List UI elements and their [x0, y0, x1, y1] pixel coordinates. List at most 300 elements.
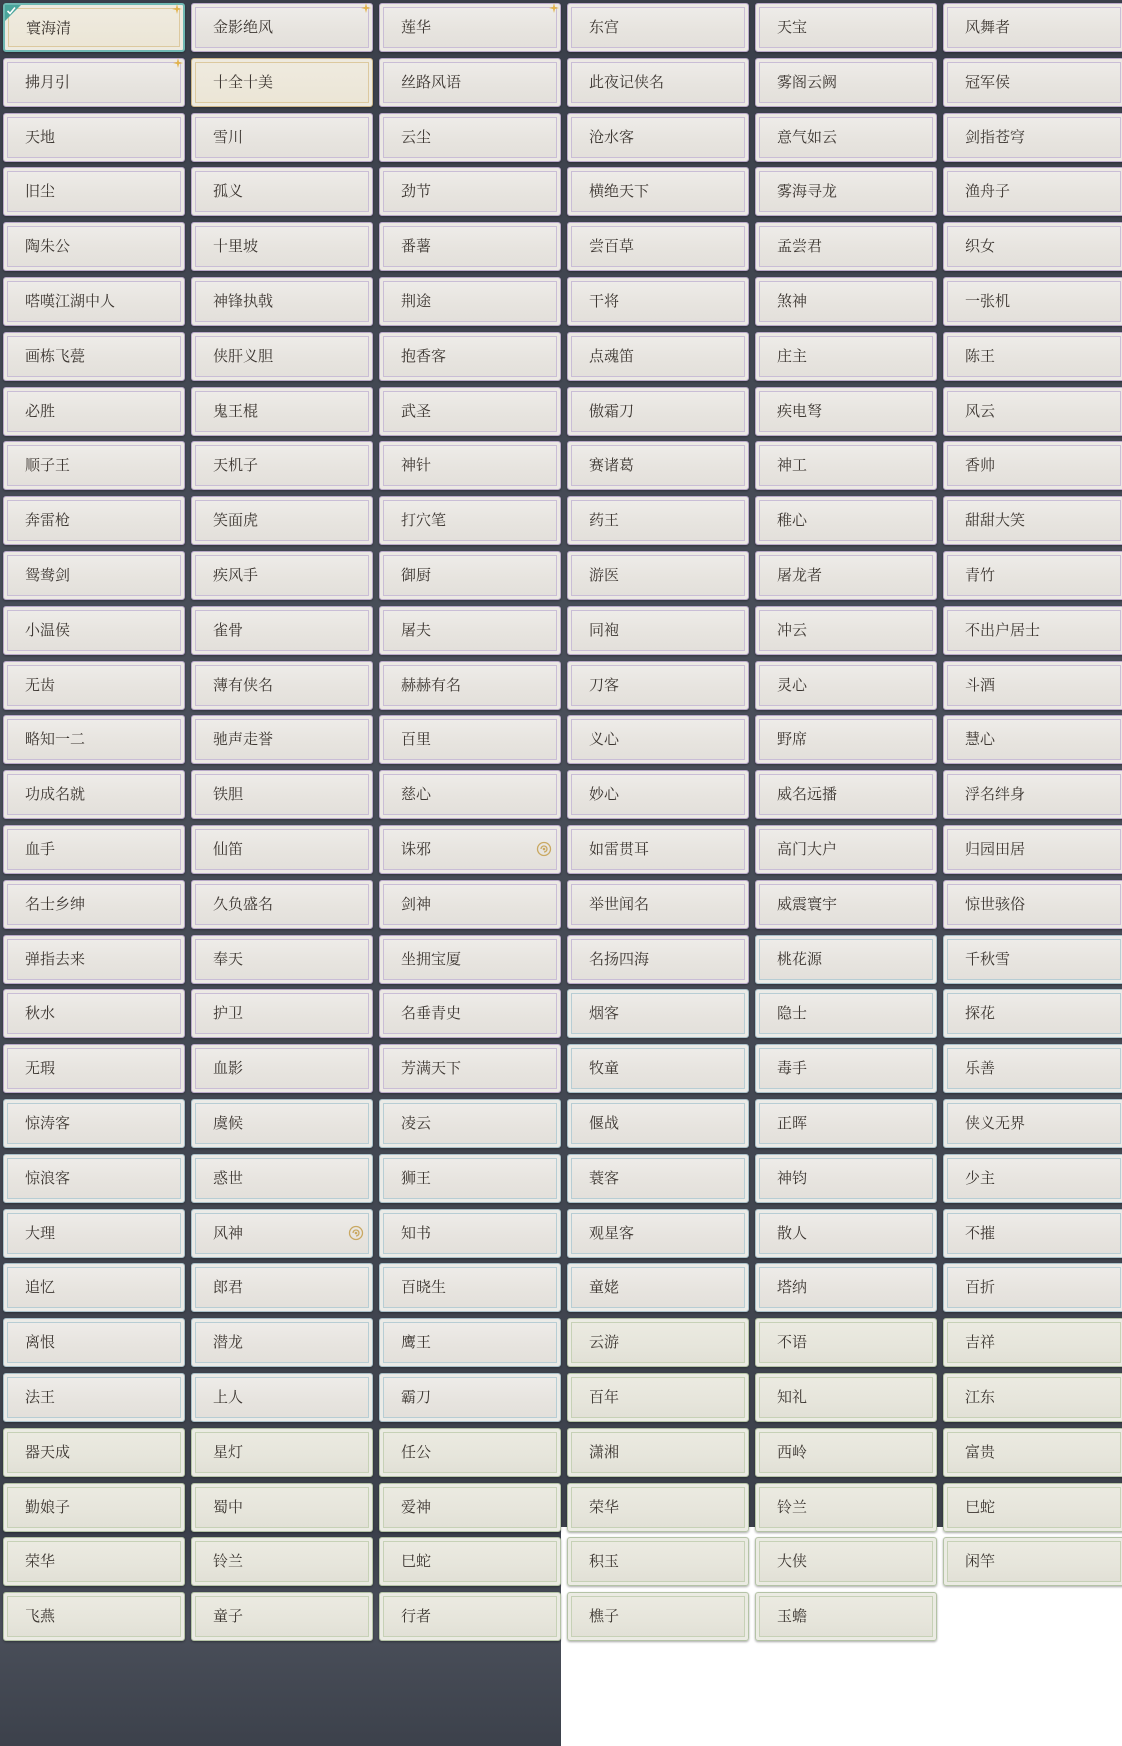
title-label: 高门大户 [777, 840, 838, 858]
title-label: 寰海清 [26, 19, 72, 37]
title-cell[interactable] [943, 1373, 1122, 1422]
title-cell[interactable] [191, 3, 373, 52]
title-label: 铁胆 [213, 785, 244, 803]
title-cell[interactable] [755, 1318, 937, 1367]
title-cell[interactable] [3, 1099, 185, 1148]
title-cell[interactable] [943, 1428, 1122, 1477]
title-label: 血影 [213, 1059, 244, 1077]
title-cell[interactable] [191, 715, 373, 764]
title-label: 秋水 [25, 1004, 56, 1022]
title-cell[interactable] [191, 441, 373, 490]
title-cell[interactable] [943, 825, 1122, 874]
title-cell[interactable] [755, 1263, 937, 1312]
title-cell[interactable] [567, 1483, 749, 1532]
title-cell[interactable] [379, 167, 561, 216]
title-cell[interactable] [3, 496, 185, 545]
title-label: 惊浪客 [25, 1169, 71, 1187]
title-cell[interactable] [3, 58, 185, 107]
title-cell[interactable] [3, 1537, 185, 1586]
title-cell[interactable] [379, 1209, 561, 1258]
title-label: 诛邪 [401, 840, 432, 858]
title-cell[interactable] [567, 606, 749, 655]
title-cell[interactable] [3, 551, 185, 600]
title-cell[interactable] [379, 1592, 561, 1641]
title-cell[interactable] [755, 277, 937, 326]
title-cell[interactable] [943, 1263, 1122, 1312]
title-cell[interactable] [3, 332, 185, 381]
title-label: 名垂青史 [401, 1004, 462, 1022]
title-label: 铃兰 [777, 1498, 808, 1516]
title-label: 陈王 [965, 347, 996, 365]
title-label: 无齿 [25, 676, 56, 694]
title-cell[interactable] [755, 1373, 937, 1422]
title-cell[interactable] [379, 880, 561, 929]
title-label: 雾阁云阙 [777, 73, 838, 91]
title-label: 荆途 [401, 292, 432, 310]
title-label: 抱香客 [401, 347, 447, 365]
title-label: 童姥 [589, 1278, 620, 1296]
title-label: 桃花源 [777, 950, 823, 968]
title-cell[interactable] [379, 1044, 561, 1093]
title-label: 牧童 [589, 1059, 620, 1077]
title-cell[interactable] [3, 1263, 185, 1312]
star-icon [173, 58, 183, 68]
title-cell[interactable] [379, 825, 561, 874]
title-cell[interactable] [3, 606, 185, 655]
title-label: 疾电弩 [777, 402, 823, 420]
title-label: 大理 [25, 1224, 56, 1242]
title-label: 巳蛇 [965, 1498, 996, 1516]
title-cell[interactable] [379, 1318, 561, 1367]
title-cell[interactable] [755, 332, 937, 381]
title-cell[interactable] [3, 1592, 185, 1641]
title-label: 香帅 [965, 456, 996, 474]
title-cell[interactable] [567, 1428, 749, 1477]
title-cell[interactable] [379, 715, 561, 764]
title-label: 斗酒 [965, 676, 996, 694]
title-cell[interactable] [755, 167, 937, 216]
title-label: 旧尘 [25, 182, 56, 200]
title-label: 雪川 [213, 128, 244, 146]
title-cell[interactable] [567, 1373, 749, 1422]
title-cell[interactable] [3, 1209, 185, 1258]
title-cell[interactable] [379, 661, 561, 710]
title-label: 虞候 [213, 1114, 244, 1132]
title-cell[interactable] [755, 1592, 937, 1641]
title-cell[interactable] [3, 770, 185, 819]
title-label: 铃兰 [213, 1552, 244, 1570]
title-cell[interactable] [943, 113, 1122, 162]
title-label: 百年 [589, 1388, 620, 1406]
title-cell[interactable] [943, 1209, 1122, 1258]
title-cell[interactable] [943, 1044, 1122, 1093]
title-label: 积玉 [589, 1552, 620, 1570]
title-label: 冠军侯 [965, 73, 1011, 91]
title-label: 点魂笛 [589, 347, 635, 365]
title-label: 义心 [589, 730, 620, 748]
title-cell[interactable] [567, 715, 749, 764]
title-cell[interactable] [379, 1263, 561, 1312]
title-cell[interactable] [379, 441, 561, 490]
title-cell[interactable] [379, 3, 561, 52]
title-label: 天机子 [213, 456, 259, 474]
title-cell[interactable] [943, 715, 1122, 764]
title-cell[interactable] [943, 1537, 1122, 1586]
title-label: 甜甜大笑 [965, 511, 1026, 529]
title-cell[interactable] [755, 770, 937, 819]
title-cell[interactable] [567, 113, 749, 162]
title-cell[interactable] [943, 661, 1122, 710]
title-cell[interactable] [943, 332, 1122, 381]
title-label: 一张机 [965, 292, 1011, 310]
title-label: 荣华 [589, 1498, 620, 1516]
title-label: 顺子王 [25, 456, 71, 474]
title-cell[interactable] [943, 441, 1122, 490]
title-cell[interactable] [3, 715, 185, 764]
title-cell[interactable] [567, 1044, 749, 1093]
title-cell[interactable] [943, 606, 1122, 655]
title-cell[interactable] [379, 222, 561, 271]
title-cell[interactable] [379, 1483, 561, 1532]
title-label: 御厨 [401, 566, 432, 584]
title-cell[interactable] [943, 1154, 1122, 1203]
title-label: 西岭 [777, 1443, 808, 1461]
title-cell[interactable] [943, 58, 1122, 107]
title-cell[interactable] [943, 551, 1122, 600]
title-cell[interactable] [191, 332, 373, 381]
title-cell[interactable] [755, 1537, 937, 1586]
title-label: 奉天 [213, 950, 244, 968]
title-label: 凌云 [401, 1114, 432, 1132]
title-label: 烟客 [589, 1004, 620, 1022]
title-label: 灵心 [777, 676, 808, 694]
title-label: 潇湘 [589, 1443, 620, 1461]
title-label: 药王 [589, 511, 620, 529]
title-label: 吉祥 [965, 1333, 996, 1351]
title-cell[interactable] [191, 606, 373, 655]
title-cell[interactable] [3, 1154, 185, 1203]
title-cell[interactable] [191, 825, 373, 874]
title-cell[interactable] [567, 1099, 749, 1148]
title-cell[interactable] [191, 277, 373, 326]
title-cell[interactable] [567, 496, 749, 545]
title-label: 潜龙 [213, 1333, 244, 1351]
title-label: 久负盛名 [213, 895, 274, 913]
title-label: 百里 [401, 730, 432, 748]
title-cell[interactable] [567, 1209, 749, 1258]
title-label: 上人 [213, 1388, 244, 1406]
title-label: 小温侯 [25, 621, 71, 639]
title-label: 武圣 [401, 402, 432, 420]
title-cell[interactable] [943, 167, 1122, 216]
title-cell[interactable] [755, 825, 937, 874]
title-label: 偃战 [589, 1114, 620, 1132]
title-cell[interactable] [3, 880, 185, 929]
title-label: 画栋飞甍 [25, 347, 86, 365]
title-cell[interactable] [3, 825, 185, 874]
title-cell[interactable] [943, 222, 1122, 271]
title-cell[interactable] [3, 167, 185, 216]
star-icon [549, 3, 559, 13]
title-label: 樵子 [589, 1607, 620, 1625]
title-cell[interactable] [567, 989, 749, 1038]
title-cell[interactable] [755, 989, 937, 1038]
title-cell[interactable] [567, 661, 749, 710]
title-cell[interactable] [755, 387, 937, 436]
title-cell[interactable] [755, 661, 937, 710]
title-cell[interactable] [191, 1483, 373, 1532]
title-cell[interactable] [379, 606, 561, 655]
title-cell[interactable] [567, 551, 749, 600]
title-cell[interactable] [755, 606, 937, 655]
title-cell[interactable] [3, 1483, 185, 1532]
title-label: 名扬四海 [589, 950, 650, 968]
title-label: 鬼王棍 [213, 402, 259, 420]
title-cell[interactable] [191, 661, 373, 710]
title-label: 爱神 [401, 1498, 432, 1516]
title-cell[interactable] [755, 113, 937, 162]
title-cell[interactable] [3, 3, 185, 52]
title-cell[interactable] [191, 880, 373, 929]
title-cell[interactable] [191, 1209, 373, 1258]
title-cell[interactable] [379, 387, 561, 436]
title-cell[interactable] [379, 332, 561, 381]
title-cell[interactable] [943, 1318, 1122, 1367]
title-cell[interactable] [191, 222, 373, 271]
title-label: 知礼 [777, 1388, 808, 1406]
title-cell[interactable] [943, 1483, 1122, 1532]
title-cell[interactable] [191, 1537, 373, 1586]
title-cell[interactable] [191, 935, 373, 984]
title-cell[interactable] [755, 1428, 937, 1477]
title-cell[interactable] [755, 935, 937, 984]
title-cell[interactable] [755, 551, 937, 600]
title-cell[interactable] [755, 3, 937, 52]
star-icon [361, 3, 371, 13]
title-cell[interactable] [191, 113, 373, 162]
title-cell[interactable] [191, 770, 373, 819]
title-label: 弹指去来 [25, 950, 86, 968]
title-label: 百晓生 [401, 1278, 447, 1296]
title-label: 游医 [589, 566, 620, 584]
title-cell[interactable] [191, 496, 373, 545]
title-cell[interactable] [567, 1154, 749, 1203]
title-cell[interactable] [567, 1592, 749, 1641]
title-cell[interactable] [379, 1154, 561, 1203]
title-cell[interactable] [379, 989, 561, 1038]
title-cell[interactable] [191, 58, 373, 107]
title-label: 血手 [25, 840, 56, 858]
title-cell[interactable] [567, 441, 749, 490]
title-label: 芳满天下 [401, 1059, 462, 1077]
title-label: 此夜记侠名 [589, 73, 665, 91]
title-cell[interactable] [3, 441, 185, 490]
title-cell[interactable] [379, 496, 561, 545]
title-label: 干将 [589, 292, 620, 310]
title-label: 野席 [777, 730, 808, 748]
title-label: 星灯 [213, 1443, 244, 1461]
title-cell[interactable] [191, 1318, 373, 1367]
title-cell[interactable] [755, 1099, 937, 1148]
title-cell[interactable] [943, 880, 1122, 929]
title-label: 云尘 [401, 128, 432, 146]
title-cell[interactable] [567, 332, 749, 381]
title-label: 慈心 [401, 785, 432, 803]
title-cell[interactable] [943, 770, 1122, 819]
title-cell[interactable] [191, 1263, 373, 1312]
title-cell[interactable] [567, 825, 749, 874]
title-cell[interactable] [191, 1592, 373, 1641]
title-cell[interactable] [943, 496, 1122, 545]
title-cell[interactable] [3, 1373, 185, 1422]
title-label: 归园田居 [965, 840, 1026, 858]
title-cell[interactable] [943, 989, 1122, 1038]
title-cell[interactable] [3, 1044, 185, 1093]
title-cell[interactable] [379, 1373, 561, 1422]
title-label: 江东 [965, 1388, 996, 1406]
title-cell[interactable] [191, 989, 373, 1038]
title-cell[interactable] [3, 989, 185, 1038]
title-cell[interactable] [567, 1263, 749, 1312]
title-label: 神钧 [777, 1169, 808, 1187]
title-cell[interactable] [567, 387, 749, 436]
title-cell[interactable] [943, 387, 1122, 436]
title-cell[interactable] [379, 1099, 561, 1148]
title-cell[interactable] [755, 222, 937, 271]
title-label: 孤义 [213, 182, 244, 200]
title-label: 神针 [401, 456, 432, 474]
title-cell[interactable] [191, 1373, 373, 1422]
title-cell[interactable] [755, 715, 937, 764]
title-cell[interactable] [567, 1318, 749, 1367]
title-cell[interactable] [755, 441, 937, 490]
title-label: 法王 [25, 1388, 56, 1406]
title-cell[interactable] [191, 387, 373, 436]
title-cell[interactable] [3, 1318, 185, 1367]
title-cell[interactable] [943, 277, 1122, 326]
title-cell[interactable] [379, 58, 561, 107]
title-label: 巳蛇 [401, 1552, 432, 1570]
title-label: 荣华 [25, 1552, 56, 1570]
title-cell[interactable] [943, 935, 1122, 984]
title-cell[interactable] [379, 1428, 561, 1477]
title-cell[interactable] [3, 387, 185, 436]
title-label: 赫赫有名 [401, 676, 462, 694]
title-label: 飞燕 [25, 1607, 56, 1625]
title-label: 鸳鸯剑 [25, 566, 71, 584]
title-cell[interactable] [755, 1209, 937, 1258]
selected-check-icon [5, 5, 21, 21]
title-cell[interactable] [191, 167, 373, 216]
title-cell[interactable] [567, 58, 749, 107]
title-label: 探花 [965, 1004, 996, 1022]
title-label: 神工 [777, 456, 808, 474]
title-label: 坐拥宝厦 [401, 950, 462, 968]
title-cell[interactable] [567, 277, 749, 326]
title-cell[interactable] [567, 167, 749, 216]
title-label: 略知一二 [25, 730, 86, 748]
title-label: 勤娘子 [25, 1498, 71, 1516]
title-label: 东宫 [589, 18, 620, 36]
title-cell[interactable] [755, 1044, 937, 1093]
title-cell[interactable] [3, 113, 185, 162]
title-cell[interactable] [3, 222, 185, 271]
title-cell[interactable] [379, 935, 561, 984]
title-label: 惊世骇俗 [965, 895, 1026, 913]
title-label: 无瑕 [25, 1059, 56, 1077]
title-cell[interactable] [3, 935, 185, 984]
title-cell[interactable] [567, 770, 749, 819]
title-label: 名士乡绅 [25, 895, 86, 913]
title-cell[interactable] [755, 880, 937, 929]
title-label: 蜀中 [213, 1498, 244, 1516]
title-cell[interactable] [191, 1099, 373, 1148]
title-cell[interactable] [567, 1537, 749, 1586]
title-cell[interactable] [567, 880, 749, 929]
title-cell[interactable] [191, 551, 373, 600]
title-cell[interactable] [379, 113, 561, 162]
title-label: 任公 [401, 1443, 432, 1461]
title-cell[interactable] [943, 3, 1122, 52]
title-cell[interactable] [943, 1099, 1122, 1148]
title-cell[interactable] [3, 277, 185, 326]
title-label: 威名远播 [777, 785, 838, 803]
title-label: 雀骨 [213, 621, 244, 639]
title-label: 鹰王 [401, 1333, 432, 1351]
title-cell[interactable] [379, 277, 561, 326]
title-cell[interactable] [191, 1428, 373, 1477]
title-label: 仙笛 [213, 840, 244, 858]
title-cell[interactable] [755, 1483, 937, 1532]
title-label: 器天成 [25, 1443, 71, 1461]
title-label: 霸刀 [401, 1388, 432, 1406]
title-cell[interactable] [755, 1154, 937, 1203]
title-cell[interactable] [3, 1428, 185, 1477]
title-label: 必胜 [25, 402, 56, 420]
title-cell[interactable] [379, 1537, 561, 1586]
title-label: 观星客 [589, 1224, 635, 1242]
title-label: 天地 [25, 128, 56, 146]
title-cell[interactable] [379, 770, 561, 819]
title-cell[interactable] [191, 1044, 373, 1093]
title-label: 闲竿 [965, 1552, 996, 1570]
title-label: 风云 [965, 402, 996, 420]
title-label: 庄主 [777, 347, 808, 365]
title-cell[interactable] [567, 3, 749, 52]
title-label: 渔舟子 [965, 182, 1011, 200]
title-label: 青竹 [965, 566, 996, 584]
title-label: 乐善 [965, 1059, 996, 1077]
title-label: 笑面虎 [213, 511, 259, 529]
title-label: 奔雷枪 [25, 511, 71, 529]
title-cell[interactable] [379, 551, 561, 600]
title-label: 劲节 [401, 182, 432, 200]
title-cell[interactable] [191, 1154, 373, 1203]
title-label: 孟尝君 [777, 237, 823, 255]
title-label: 侠义无界 [965, 1114, 1026, 1132]
title-cell[interactable] [567, 935, 749, 984]
title-label: 风舞者 [965, 18, 1011, 36]
title-label: 童子 [213, 1607, 244, 1625]
title-label: 傲霜刀 [589, 402, 635, 420]
title-label: 如雷贯耳 [589, 840, 650, 858]
title-label: 打穴笔 [401, 511, 447, 529]
title-cell[interactable] [755, 58, 937, 107]
title-label: 富贵 [965, 1443, 996, 1461]
title-cell[interactable] [3, 661, 185, 710]
title-cell[interactable] [567, 222, 749, 271]
title-cell[interactable] [755, 496, 937, 545]
